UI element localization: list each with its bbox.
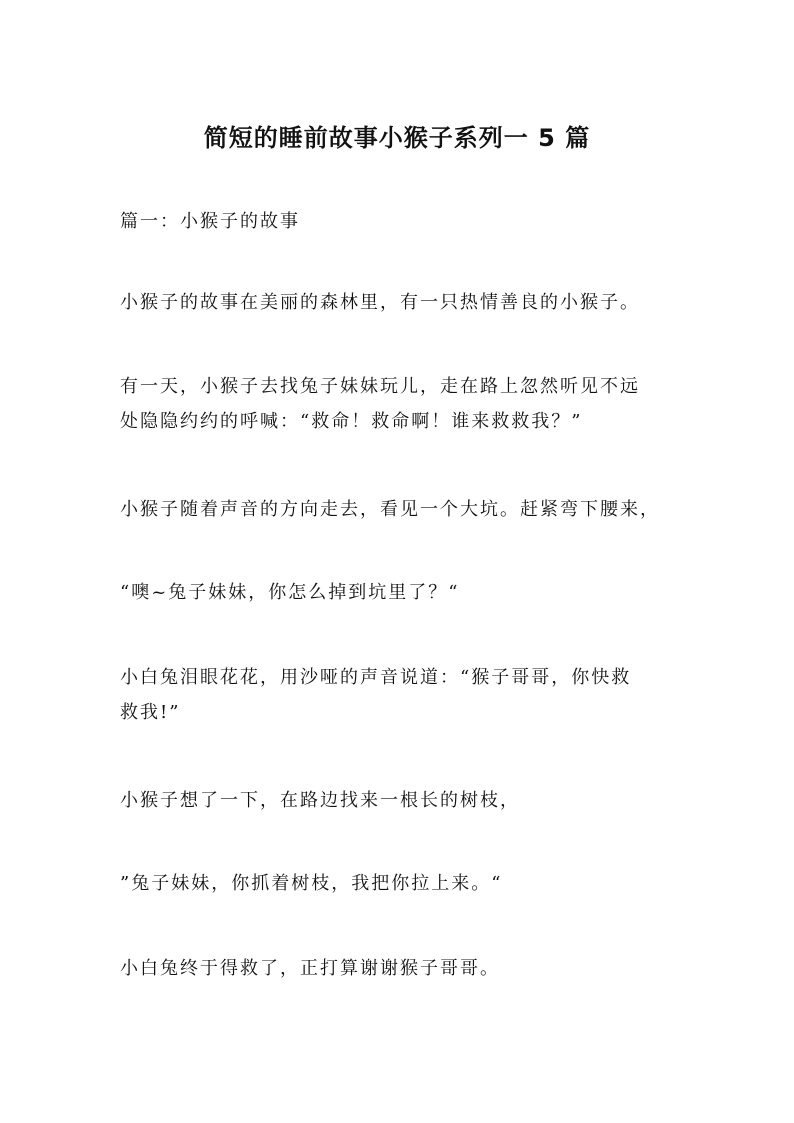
- text-line: 有一天，小猴子去找兔子妹妹玩儿，走在路上忽然听见不远: [120, 376, 640, 397]
- document-title: 简短的睡前故事小猴子系列一 5 篇: [203, 124, 591, 153]
- text-line: 小猴子的故事在美丽的森林里，有一只热情善良的小猴子。: [120, 292, 640, 313]
- paragraph: [120, 951, 690, 986]
- text-line: 处隐隐约约的呼喊：“救命！救命啊！谁来救救我？”: [120, 411, 583, 432]
- paragraph: [120, 369, 690, 439]
- paragraph: [120, 492, 690, 527]
- text-line: 小猴子想了一下，在路边找来一根长的树枝，: [120, 790, 520, 811]
- paragraph: [120, 575, 690, 610]
- text-line: 小白兔泪眼花花，用沙哑的声音说道：“猴子哥哥，你快救: [120, 667, 632, 688]
- paragraph: [120, 783, 690, 818]
- text-line: ”兔子妹妹，你抓着树枝，我把你拉上来。“: [120, 873, 503, 894]
- text-line: 小猴子随着声音的方向走去，看见一个大坑。赶紧弯下腰来，: [120, 499, 660, 520]
- section-heading: [120, 204, 690, 239]
- text-line: 小白兔终于得救了，正打算谢谢猴子哥哥。: [120, 958, 500, 979]
- text-line: “噢~兔子妹妹，你怎么掉到坑里了？“: [120, 582, 460, 603]
- paragraph: [120, 285, 690, 320]
- paragraph: [120, 660, 690, 730]
- paragraph: [120, 866, 690, 901]
- text-line: 救我!”: [120, 702, 181, 723]
- text-line: 篇一：小猴子的故事: [120, 211, 300, 232]
